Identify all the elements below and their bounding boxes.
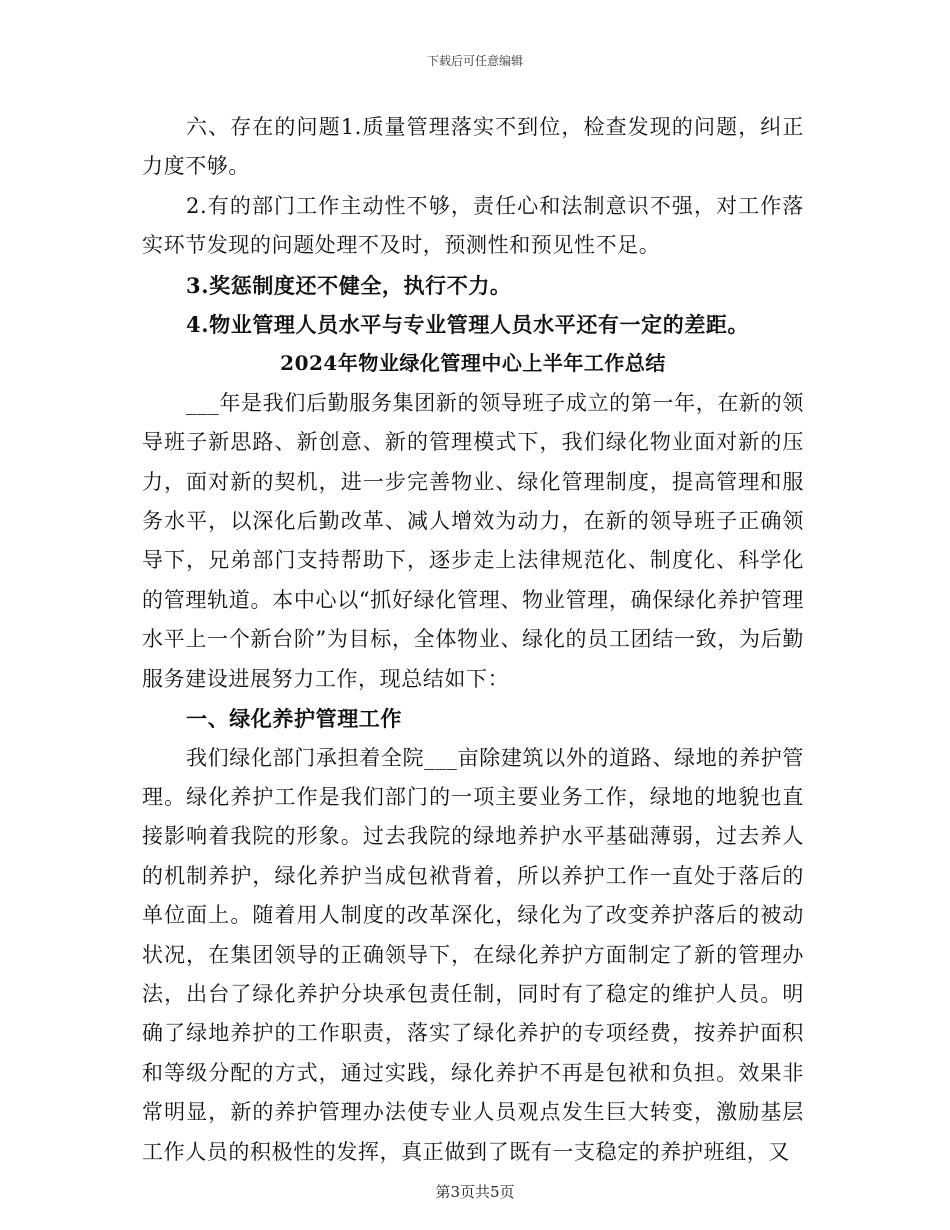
page-number: 第3页共5页 (435, 1183, 515, 1201)
page-header-note: 下载后可任意编辑 (426, 54, 523, 68)
greening-paragraph: 我们绿化部门承担着全院___亩除建筑以外的道路、绿地的养护管理。绿化养护工作是我们部门的一项主要业务工作，绿地的地貌也直接影响着我院的形象。过去我院的绿地养护水平基础薄弱，过去养人的机制养护，绿化养护当成包袱背着，所以养护工作一直处于落后的单位面上。随着用人制度的改革深化，绿化为了改变养护落后的被动状况，在集团领导的正确领导下，在绿化养护方面制定了新的管理办法，出台了绿化养护分块承包责任制，同时有了稳定的维护人员。明确了绿地养护的工作职责，落实了绿化养护的专项经费，按养护面积和等级分配的方式，通过实践，绿化养护不再是包袱和负担。效果非常明显，新的养护管理办法使专业人员观点发生巨大转变，激励基层工作人员的积极性的发挥，真正做到了既有一支稳定的养护班组，又 (142, 745, 804, 1164)
section-heading-greening: 一、绿化养护管理工作 (186, 706, 402, 732)
problems-paragraph-4: 4.物业管理人员水平与专业管理人员水平还有一定的差距。 (186, 312, 750, 338)
problems-paragraph-2: 2.有的部门工作主动性不够，责任心和法制意识不强，对工作落实环节发现的问题处理不及时，预测性和预见性不足。 (142, 193, 804, 258)
intro-paragraph: ___年是我们后勤服务集团新的领导班子成立的第一年，在新的领导班子新思路、新创意、新的管理模式下，我们绿化物业面对新的压力，面对新的契机，进一步完善物业、绿化管理制度，提高管理和服务水平，以深化后勤改革、减人增效为动力，在新的领导班子正确领导下，兄弟部门支持帮助下，逐步走上法律规范化、制度化、科学化的管理轨道。本中心以“抓好绿化管理、物业管理，确保绿化养护管理水平上一个新台阶”为目标，全体物业、绿化的员工团结一致，为后勤服务建设进展努力工作，现总结如下： (142, 390, 804, 691)
problems-paragraph-1: 六、存在的问题1.质量管理落实不到位，检查发现的问题，纠正力度不够。 (142, 115, 804, 179)
document-title: 2024年物业绿化管理中心上半年工作总结 (280, 351, 666, 376)
document-body (142, 108, 804, 1172)
problems-paragraph-3: 3.奖惩制度还不健全，执行不力。 (186, 272, 512, 298)
